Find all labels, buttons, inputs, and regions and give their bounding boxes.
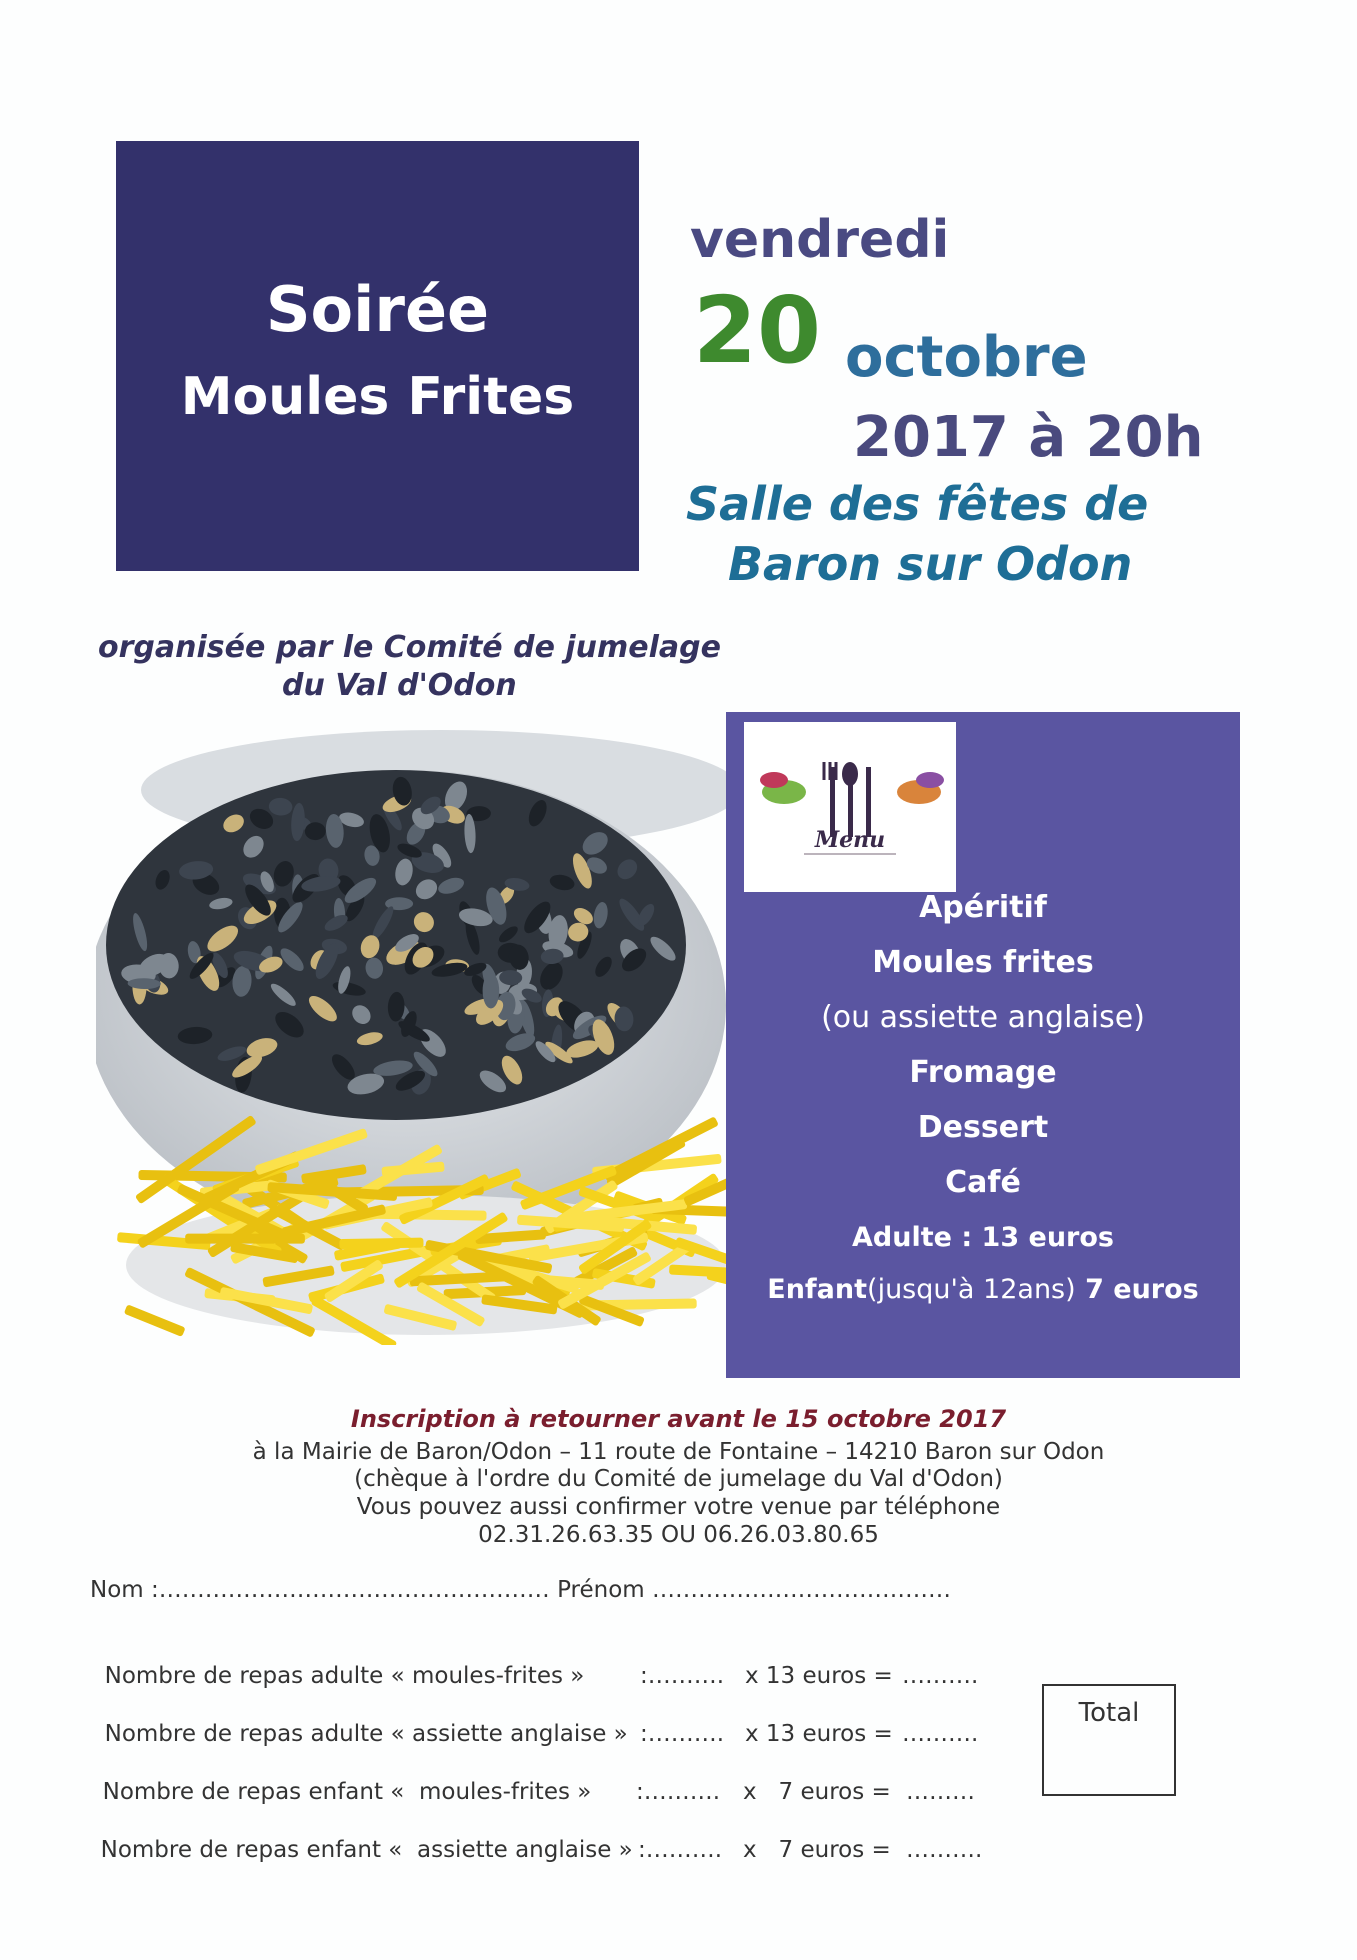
registration-cheque: (chèque à l'ordre du Comité de jumelage du Val d'Odon) bbox=[354, 1466, 1003, 1492]
total-box[interactable] bbox=[1042, 1684, 1176, 1796]
row-label: Nombre de repas adulte « moules-frites » bbox=[104, 1663, 585, 1689]
registration-address: à la Mairie de Baron/Odon – 11 route de Fontaine – 14210 Baron sur Odon bbox=[252, 1439, 1105, 1465]
fry-shape bbox=[124, 1304, 186, 1337]
row-qty[interactable]: :………. bbox=[640, 1721, 725, 1747]
cutlery-icon bbox=[744, 722, 956, 892]
name-label: Nom : bbox=[90, 1577, 159, 1603]
menu-item-assiette-anglaise: (ou assiette anglaise) bbox=[821, 1000, 1145, 1035]
row-label: Nombre de repas enfant « assiette anglaise » bbox=[100, 1837, 633, 1863]
title-line-1: Soirée bbox=[265, 273, 490, 347]
menu-logo bbox=[744, 722, 956, 892]
row-result[interactable]: ……… bbox=[906, 1779, 975, 1805]
form-row-child-moules bbox=[88, 1753, 975, 1805]
date-month: octobre bbox=[845, 325, 1088, 390]
organiser-line-2: du Val d'Odon bbox=[282, 668, 517, 703]
first-name-field[interactable]: ………………………………… bbox=[652, 1577, 951, 1603]
menu-item-fromage: Fromage bbox=[909, 1055, 1057, 1090]
registration-phones: 02.31.26.63.35 OU 06.26.03.80.65 bbox=[478, 1522, 879, 1548]
title-line-2: Moules Frites bbox=[180, 366, 575, 427]
row-mult: x 13 euros = bbox=[745, 1721, 893, 1747]
row-qty[interactable]: :………. bbox=[640, 1663, 725, 1689]
venue-line-2: Baron sur Odon bbox=[728, 537, 1133, 591]
first-name-label: Prénom bbox=[557, 1577, 645, 1603]
form-row-adult-moules bbox=[90, 1637, 979, 1689]
total-label: Total bbox=[1078, 1698, 1140, 1728]
row-qty[interactable]: :………. bbox=[636, 1779, 721, 1805]
menu-price-child-label: Enfant bbox=[767, 1274, 868, 1305]
menu-logo-text: Menu bbox=[814, 827, 886, 853]
menu-item-dessert: Dessert bbox=[917, 1110, 1049, 1145]
form-name-row bbox=[90, 1577, 951, 1603]
mussels-fries-photo bbox=[96, 705, 736, 1345]
row-qty[interactable]: :………. bbox=[638, 1837, 723, 1863]
row-mult: x 13 euros = bbox=[745, 1663, 893, 1689]
form-row-adult-assiette bbox=[90, 1695, 979, 1747]
venue-line-1: Salle des fêtes de bbox=[686, 477, 1149, 531]
mussel-shape bbox=[483, 973, 500, 1008]
registration-phone-note: Vous pouvez aussi confirmer votre venue par téléphone bbox=[356, 1494, 1001, 1520]
menu-price-child-value: 7 euros bbox=[1075, 1274, 1199, 1305]
event-title-box bbox=[116, 141, 639, 571]
name-field[interactable]: …………………………………………… bbox=[158, 1577, 550, 1603]
row-mult: x 7 euros = bbox=[743, 1837, 891, 1863]
row-label: Nombre de repas enfant « moules-frites » bbox=[102, 1779, 592, 1805]
form-row-child-assiette bbox=[86, 1811, 983, 1863]
row-result[interactable]: ………. bbox=[902, 1663, 979, 1689]
row-mult: x 7 euros = bbox=[743, 1779, 891, 1805]
menu-box bbox=[726, 712, 1240, 1378]
registration-title: Inscription à retourner avant le 15 octobre 2017 bbox=[350, 1405, 1007, 1433]
menu-item-cafe: Café bbox=[945, 1165, 1021, 1200]
menu-item-aperitif: Apéritif bbox=[919, 890, 1047, 925]
date-day: vendredi bbox=[690, 210, 950, 270]
date-number: 20 bbox=[693, 277, 822, 384]
menu-price-adult: Adulte : 13 euros bbox=[852, 1222, 1114, 1253]
row-label: Nombre de repas adulte « assiette anglaise » bbox=[104, 1721, 628, 1747]
date-year-time: 2017 à 20h bbox=[853, 405, 1204, 470]
menu-price-child bbox=[726, 1274, 1240, 1305]
menu-price-child-note: (jusqu'à 12ans) bbox=[867, 1274, 1076, 1305]
menu-item-moules-frites: Moules frites bbox=[872, 945, 1094, 980]
fry-shape bbox=[339, 1238, 423, 1249]
row-result[interactable]: ………. bbox=[902, 1721, 979, 1747]
organiser-line-1: organisée par le Comité de jumelage bbox=[98, 630, 721, 665]
row-result[interactable]: ………. bbox=[906, 1837, 983, 1863]
